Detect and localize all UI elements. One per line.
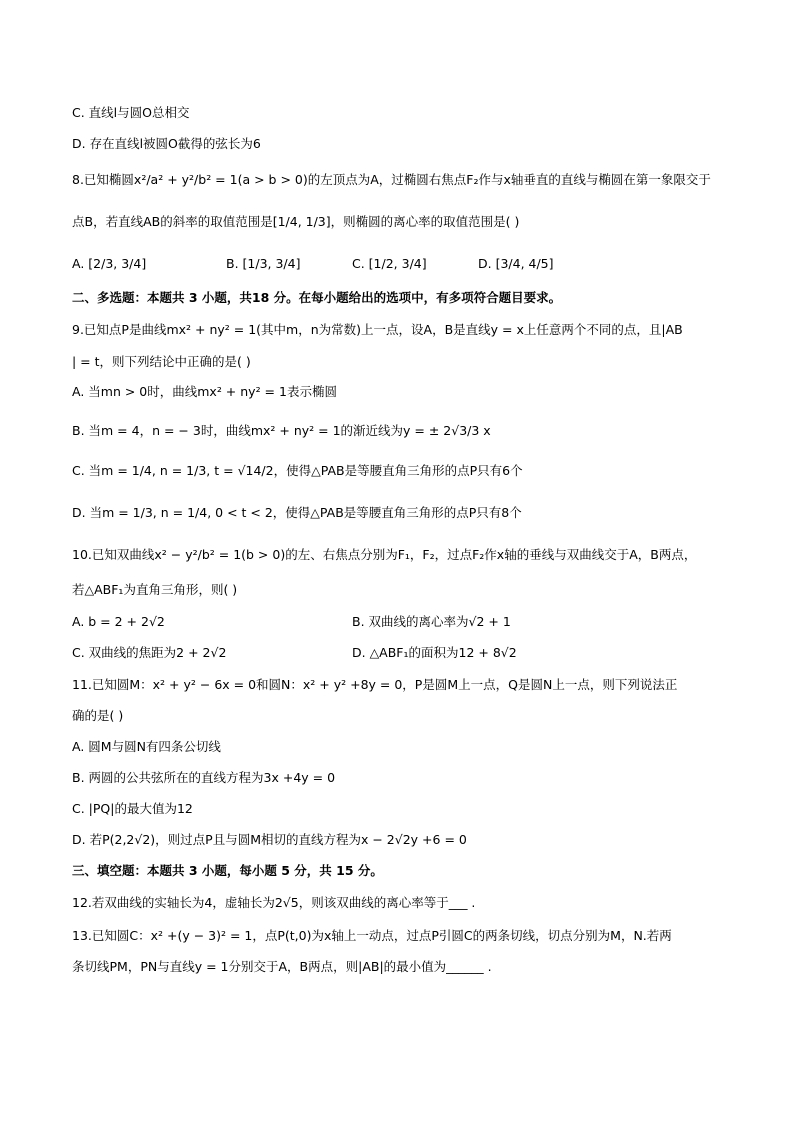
q8-option-d: D. [3/4, 4/5]	[478, 256, 554, 271]
q8-option-c: C. [1/2, 3/4]	[352, 256, 427, 271]
q12-stem: 12.若双曲线的实轴长为4，虚轴长为2√5，则该双曲线的离心率等于___ .	[72, 895, 476, 910]
q10-option-c: C. 双曲线的焦距为2 + 2√2	[72, 645, 227, 660]
q10-option-b: B. 双曲线的离心率为√2 + 1	[352, 614, 511, 629]
q11-option-a: A. 圆M与圆N有四条公切线	[72, 739, 221, 754]
q10-option-a: A. b = 2 + 2√2	[72, 614, 165, 629]
q7-option-c: C. 直线l与圆O总相交	[72, 105, 190, 120]
q9-option-d: D. 当m = 1/3, n = 1/4, 0 < t < 2，使得△PAB是等腰直角三角形的点P只有8个	[72, 505, 522, 520]
q11-option-b: B. 两圆的公共弦所在的直线方程为3x +4y = 0	[72, 770, 336, 785]
q7-option-d: D. 存在直线l被圆O截得的弦长为6	[72, 136, 261, 151]
section-multiple-choice-heading: 二、多选题：本题共 3 小题，共18 分。在每小题给出的选项中，有多项符合题目要求。	[72, 290, 562, 305]
q10-stem-line2: 若△ABF₁为直角三角形，则( )	[72, 582, 238, 597]
q9-option-a: A. 当mn > 0时，曲线mx² + ny² = 1表示椭圆	[72, 384, 337, 399]
q11-stem-line2: 确的是( )	[72, 708, 124, 723]
q8-stem-line2: 点B，若直线AB的斜率的取值范围是[1/4, 1/3]，则椭圆的离心率的取值范围是( )	[72, 214, 520, 229]
section-fill-in-heading: 三、填空题：本题共 3 小题，每小题 5 分，共 15 分。	[72, 863, 383, 878]
q13-stem-line2: 条切线PM，PN与直线y = 1分别交于A，B两点，则|AB|的最小值为______ .	[72, 959, 492, 974]
q8-option-a: A. [2/3, 3/4]	[72, 256, 147, 271]
q11-option-d: D. 若P(2,2√2)，则过点P且与圆M相切的直线方程为x − 2√2y +6 = 0	[72, 832, 467, 847]
q8-stem-line1: 8.已知椭圆x²/a² + y²/b² = 1(a > b > 0)的左顶点为A，过椭圆右焦点F₂作与x轴垂直的直线与椭圆在第一象限交于	[72, 172, 711, 187]
q11-option-c: C. |PQ|的最大值为12	[72, 801, 193, 816]
q10-option-d: D. △ABF₁的面积为12 + 8√2	[352, 645, 517, 660]
q9-stem-line1: 9.已知点P是曲线mx² + ny² = 1(其中m，n为常数)上一点，设A，B是直线y = x上任意两个不同的点，且|AB	[72, 322, 683, 337]
q10-stem-line1: 10.已知双曲线x² − y²/b² = 1(b > 0)的左、右焦点分别为F₁，F₂，过点F₂作x轴的垂线与双曲线交于A，B两点，	[72, 547, 697, 562]
q9-option-b: B. 当m = 4，n = − 3时，曲线mx² + ny² = 1的渐近线为y = ± 2√3/3 x	[72, 423, 491, 438]
q13-stem-line1: 13.已知圆C：x² +(y − 3)² = 1，点P(t,0)为x轴上一动点，过点P引圆C的两条切线，切点分别为M，N.若两	[72, 928, 672, 943]
q9-stem-line2: | = t，则下列结论中正确的是( )	[72, 354, 251, 369]
q11-stem-line1: 11.已知圆M：x² + y² − 6x = 0和圆N：x² + y² +8y = 0，P是圆M上一点，Q是圆N上一点，则下列说法正	[72, 677, 678, 692]
q8-option-b: B. [1/3, 3/4]	[226, 256, 301, 271]
q9-option-c: C. 当m = 1/4, n = 1/3, t = √14/2，使得△PAB是等腰直角三角形的点P只有6个	[72, 463, 523, 478]
